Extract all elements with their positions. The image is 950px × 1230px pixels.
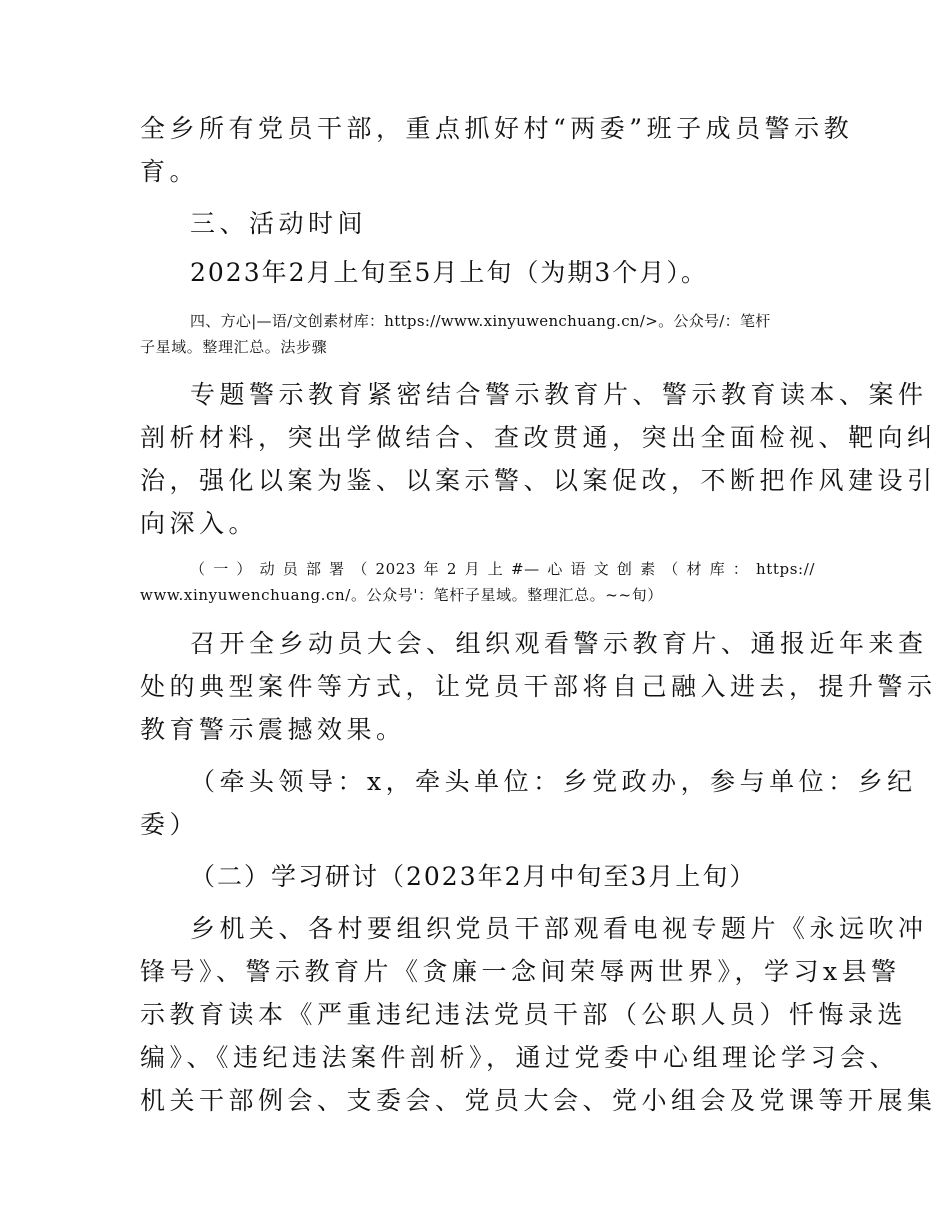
body-text-line: 委） — [140, 810, 200, 839]
body-text-line: 育。 — [140, 157, 200, 186]
body-text-line: 机关干部例会、支委会、党员大会、党小组会及党课等开展集 — [140, 1086, 937, 1115]
body-text-line: 向深入。 — [140, 509, 259, 538]
body-text-line: 教育警示震撼效果。 — [140, 715, 406, 744]
body-text-line: 专题警示教育紧密结合警示教育片、警示教育读本、案件 — [190, 380, 928, 409]
body-text-line: 2023年2月上旬至5月上旬（为期3个月）。 — [190, 258, 708, 287]
body-text-line: 编》、《违纪违法案件剖析》，通过党委中心组理论学习会、 — [140, 1043, 900, 1072]
section-heading-garbled: 四、方心|—语/文创素材库：https://www.xinyuwenchuang.cn/>。公众号/：笔杆 — [190, 312, 771, 330]
body-text-line: 锋号》、警示教育片《贪廉一念间荣辱两世界》，学习x县警 — [140, 957, 901, 986]
subsection-heading: （二）学习研讨（2023年2月中旬至3月上旬） — [190, 862, 757, 891]
body-text-line: 处的典型案件等方式，让党员干部将自己融入进去，提升警示 — [140, 672, 937, 701]
body-text-line: 剖析材料，突出学做结合、查改贯通，突出全面检视、靶向纠 — [140, 423, 937, 452]
subsection-heading-garbled: （一）动员部署（2023年2月上#—心语文创素（材库：https:// — [190, 560, 815, 578]
body-text-line: 乡机关、各村要组织党员干部观看电视专题片《永远吹冲 — [190, 914, 928, 943]
subsection-heading-garbled: www.xinyuwenchuang.cn/。公众号'：笔杆子星域。整理汇总。~~旬） — [140, 586, 663, 604]
section-heading-garbled: 子星域。整理汇总。法步骤 — [140, 338, 328, 356]
body-text-line: 全乡所有党员干部，重点抓好村“两委”班子成员警示教 — [140, 114, 854, 143]
section-heading: 三、活动时间 — [190, 209, 368, 238]
body-text-line: 治，强化以案为鉴、以案示警、以案促改，不断把作风建设引 — [140, 466, 937, 495]
body-text-line: 示教育读本《严重违纪违法党员干部（公职人员）忏悔录选 — [140, 1000, 908, 1029]
body-text-line: 召开全乡动员大会、组织观看警示教育片、通报近年来查 — [190, 629, 928, 658]
body-text-line: （牵头领导：x，牵头单位：乡党政办，参与单位：乡纪 — [190, 767, 917, 796]
